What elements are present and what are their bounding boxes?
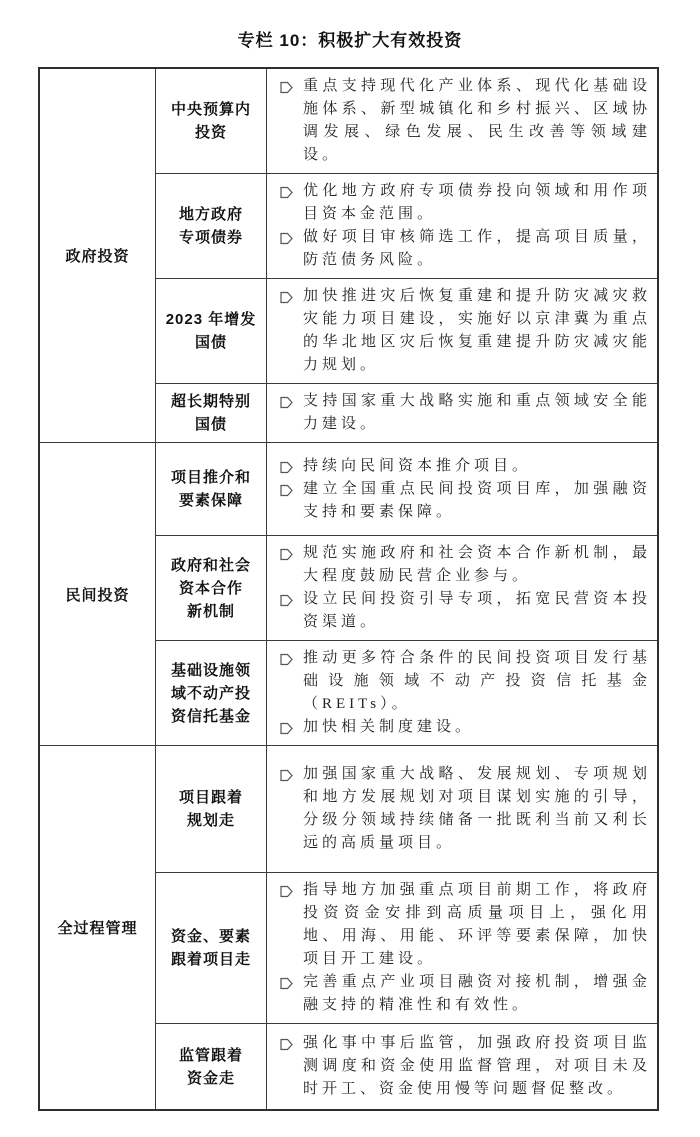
row-label: [156, 873, 267, 1023]
row-content: [267, 873, 657, 1023]
category-cell: [40, 443, 156, 745]
label-line: 政府和社会: [170, 556, 251, 574]
bullet-arrow-icon: [280, 231, 293, 246]
bullet-item: [280, 180, 651, 226]
bullet-arrow-icon: [280, 290, 293, 305]
category-cell: [40, 69, 156, 442]
bullet-arrow-icon: [280, 884, 293, 899]
bullet-item: [280, 716, 651, 739]
row-label: [156, 536, 267, 640]
bullet-item: [280, 542, 651, 588]
bullet-text: 规范实施政府和社会资本合作新机制，最大程度鼓励民营企业参与。: [303, 545, 651, 584]
bullet-item: [280, 588, 651, 634]
row-content: [267, 279, 657, 383]
label-line: 项目推介和: [170, 469, 251, 486]
label-line: 新机制: [186, 602, 235, 620]
bullet-item: [280, 390, 651, 436]
label-line: 要素保障: [178, 492, 243, 509]
bullet-arrow-icon: [280, 460, 293, 475]
row-label: [156, 1024, 267, 1109]
bullet-arrow-icon: [280, 80, 293, 95]
row-content: [267, 443, 657, 535]
bullet-arrow-icon: [280, 395, 293, 410]
bullet-text: 设立民间投资引导专项，拓宽民营资本投资渠道。: [303, 591, 651, 630]
bullet-item: [280, 455, 651, 478]
label-line: 投资: [194, 124, 227, 141]
table-row: [156, 173, 657, 278]
bullet-item: [280, 647, 651, 716]
label-line: 资金、要素: [170, 928, 251, 945]
bullet-item: [280, 971, 651, 1017]
table-row: [156, 443, 657, 535]
bullet-arrow-icon: [280, 547, 293, 562]
bullet-text: 推动更多符合条件的民间投资项目发行基础设施领域不动产投资信托基金（REITs）。: [303, 650, 651, 712]
row-content: [267, 641, 657, 745]
bullet-text: 持续向民间资本推介项目。: [303, 457, 532, 474]
category-cell: [40, 746, 156, 1109]
table-row: [156, 640, 657, 745]
label-line: 基础设施领: [170, 661, 251, 679]
bullet-text: 完善重点产业项目融资对接机制，增强金融支持的精准性和有效性。: [303, 974, 651, 1013]
bullet-item: [280, 75, 651, 167]
label-line: 规划走: [186, 812, 235, 829]
row-content: [267, 536, 657, 640]
bullet-arrow-icon: [280, 768, 293, 783]
row-content: [267, 384, 657, 442]
label-line: 资本合作: [178, 579, 243, 597]
table-row: [156, 746, 657, 872]
bullet-text: 支持国家重大战略实施和重点领域安全能力建设。: [303, 393, 651, 432]
row-content: [267, 1024, 657, 1109]
group-private-investment: [40, 442, 657, 745]
bullet-text: 做好项目审核筛选工作，提高项目质量，防范债务风险。: [303, 229, 651, 268]
bullet-arrow-icon: [280, 721, 293, 736]
table-row: [156, 383, 657, 442]
group-government-investment: [40, 69, 657, 442]
label-line: 监管跟着: [178, 1046, 243, 1064]
label-line: 国债: [194, 334, 227, 351]
bullet-text: 加快推进灾后恢复重建和提升防灾减灾救灾能力项目建设，实施好以京津冀为重点的华北地区灾后恢复重建提升防灾减灾能力规划。: [303, 288, 651, 373]
bullet-arrow-icon: [280, 976, 293, 991]
bullet-arrow-icon: [280, 185, 293, 200]
bullet-item: [280, 879, 651, 971]
label-line: 项目跟着: [178, 789, 243, 806]
bullet-item: [280, 226, 651, 272]
label-line: 中央预算内: [170, 101, 251, 118]
bullet-item: [280, 763, 651, 855]
label-line: 跟着项目走: [170, 951, 251, 968]
bullet-text: 重点支持现代化产业体系、现代化基础设施体系、新型城镇化和乡村振兴、区域协调发展、绿色发展、民生改善等领域建设。: [303, 78, 651, 163]
bullet-arrow-icon: [280, 593, 293, 608]
row-content: [267, 174, 657, 278]
group-whole-process-management: [40, 745, 657, 1109]
bullet-item: [280, 285, 651, 377]
bullet-item: [280, 478, 651, 524]
category-label: 政府投资: [65, 248, 130, 265]
row-label: [156, 384, 267, 442]
bullet-text: 加强国家重大战略、发展规划、专项规划和地方发展规划对项目谋划实施的引导，分级分领域持续储备一批既利当前又利长远的高质量项目。: [303, 766, 651, 851]
investment-table: [38, 67, 659, 1111]
table-row: [156, 69, 657, 173]
label-line: 资信托基金: [170, 707, 251, 725]
bullet-text: 建立全国重点民间投资项目库，加强融资支持和要素保障。: [303, 480, 651, 520]
row-label: [156, 641, 267, 745]
table-row: [156, 535, 657, 640]
bullet-arrow-icon: [280, 1037, 293, 1052]
row-label: [156, 746, 267, 872]
row-label: [156, 174, 267, 278]
bullet-text: 优化地方政府专项债券投向领域和用作项目资本金范围。: [303, 183, 651, 222]
label-line: 域不动产投: [170, 684, 251, 702]
table-row: [156, 1023, 657, 1109]
bullet-arrow-icon: [280, 652, 293, 667]
label-line: 2023 年增发: [165, 311, 257, 328]
label-line: 专项债券: [178, 229, 243, 246]
label-line: 超长期特别: [170, 393, 251, 410]
label-line: 地方政府: [178, 206, 243, 223]
bullet-text: 强化事中事后监管，加强政府投资项目监测调度和资金使用监督管理，对项目未及时开工、资金使用慢等问题督促整改。: [303, 1035, 651, 1097]
row-content: [267, 746, 657, 872]
table-row: [156, 278, 657, 383]
category-label: 民间投资: [65, 586, 130, 604]
bullet-text: 加快相关制度建设。: [303, 719, 475, 735]
row-label: [156, 443, 267, 535]
row-content: [267, 69, 657, 173]
label-line: 国债: [194, 416, 227, 433]
table-row: [156, 872, 657, 1023]
bullet-item: [280, 1032, 651, 1101]
category-label: 全过程管理: [57, 920, 138, 937]
row-label: [156, 279, 267, 383]
bullet-arrow-icon: [280, 483, 293, 498]
label-line: 资金走: [186, 1069, 235, 1087]
row-label: [156, 69, 267, 173]
box-title: 专栏 10：积极扩大有效投资: [237, 31, 463, 50]
bullet-text: 指导地方加强重点项目前期工作，将政府投资资金安排到高质量项目上，强化用地、用海、用能、环评等要素保障，加快项目开工建设。: [303, 882, 651, 967]
